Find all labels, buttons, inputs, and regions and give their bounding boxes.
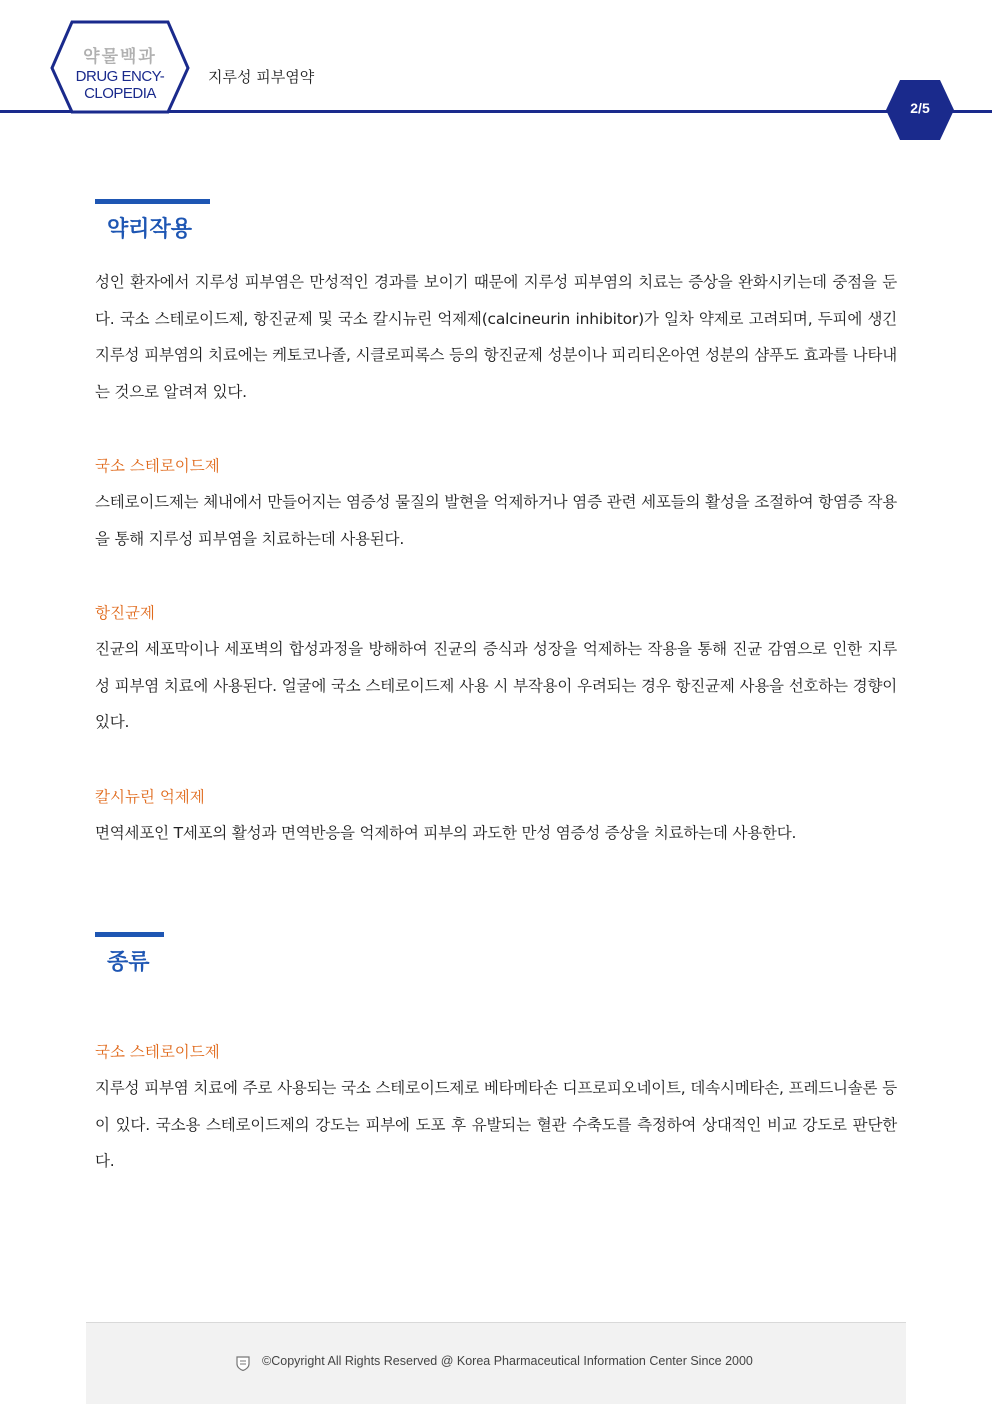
subheading-antifungal: 항진균제 bbox=[95, 604, 155, 622]
paragraph-intro: 성인 환자에서 지루성 피부염은 만성적인 경과를 보이기 때문에 지루성 피부염의 치료는 증상을 완화시키는데 중점을 둔다. 국소 스테로이드제, 항진균제 및 국소 칼시뉴린 억제제(calcineurin inhibitor)가 일차 약제로 고려되며, 두피에 생긴 지루성 피부염의 치료에는 케토코나졸, 시클로피록스 등의 항진균제 성분이나 피리티온아연 성분의 샴푸도 효과를 나타내는 것으로 알려져 있다. bbox=[95, 273, 897, 401]
subheading-topical-steroid: 국소 스테로이드제 bbox=[95, 457, 220, 475]
logo-english-line2: CLOPEDIA bbox=[84, 85, 156, 102]
footer-copyright: ©Copyright All Rights Reserved @ Korea Pharmaceutical Information Center Since 2000 bbox=[262, 1354, 753, 1368]
paragraph-topical-steroid-types: 지루성 피부염 치료에 주로 사용되는 국소 스테로이드제로 베타메타손 디프로피오네이트, 데속시메타손, 프레드니솔론 등이 있다. 국소용 스테로이드제의 강도는 피부에 도포 후 유발되는 혈관 수축도를 측정하여 상대적인 비교 강도로 판단한다. bbox=[95, 1079, 897, 1170]
paragraph-topical-steroid: 스테로이드제는 체내에서 만들어지는 염증성 물질의 발현을 억제하거나 염증 관련 세포들의 활성을 조절하여 항염증 작용을 통해 지루성 피부염을 치료하는데 사용된다. bbox=[95, 493, 897, 548]
section-accent-bar bbox=[95, 199, 210, 204]
logo-korean: 약물백과 bbox=[83, 47, 157, 67]
subheading-topical-steroid-types: 국소 스테로이드제 bbox=[95, 1043, 220, 1061]
document-title: 지루성 피부염약 bbox=[208, 68, 315, 86]
logo-english bbox=[50, 68, 190, 102]
emblem-icon bbox=[235, 1355, 251, 1371]
paragraph-calcineurin: 면역세포인 T세포의 활성과 면역반응을 억제하여 피부의 과도한 만성 염증성 증상을 치료하는데 사용한다. bbox=[95, 824, 797, 842]
subheading-calcineurin: 칼시뉴린 억제제 bbox=[95, 788, 205, 806]
paragraph-antifungal: 진균의 세포막이나 세포벽의 합성과정을 방해하여 진균의 증식과 성장을 억제하는 작용을 통해 진균 감염으로 인한 지루성 피부염 치료에 사용된다. 얼굴에 국소 스테로이드제 사용 시 부작용이 우려되는 경우 항진균제 사용을 선호하는 경향이 있다. bbox=[95, 640, 897, 731]
logo-english-line1: DRUG ENCY- bbox=[75, 68, 165, 85]
section-title-types: 종류 bbox=[107, 950, 150, 975]
section-title-pharmacology: 약리작용 bbox=[107, 217, 193, 242]
section-accent-bar bbox=[95, 932, 164, 937]
page-number: 2/5 bbox=[910, 100, 930, 116]
